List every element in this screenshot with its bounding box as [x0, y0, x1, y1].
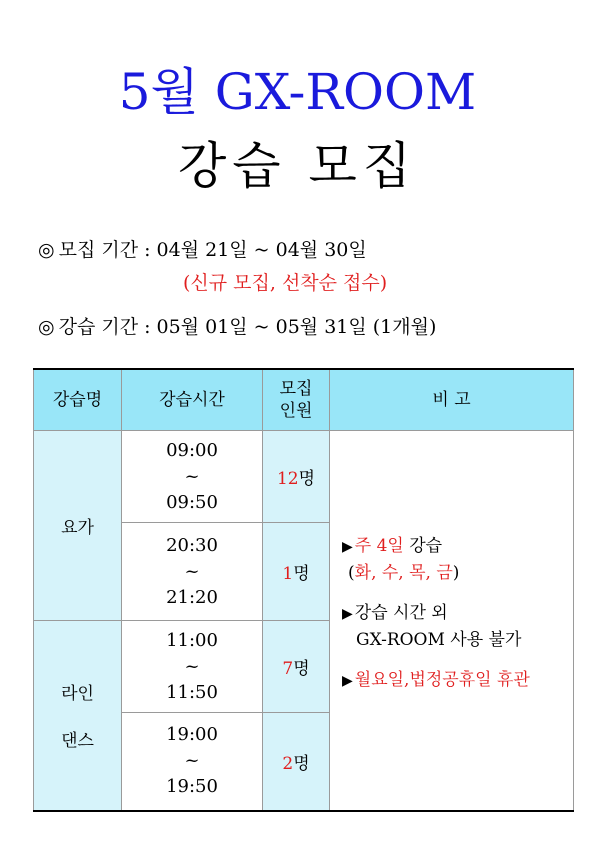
- session-capacity: 12명: [263, 431, 330, 523]
- triangle-right-icon: ▶: [342, 538, 353, 555]
- remark-schedule: ▶ 주 4일 강습 (화, 수, 목, 금): [342, 535, 460, 583]
- header-class-name: 강습명: [34, 369, 122, 431]
- title-line-1: 5월 GX-ROOM: [118, 63, 477, 121]
- triangle-right-icon: ▶: [342, 605, 353, 622]
- remark-closed: ▶ 월요일,법정공휴일 휴관: [342, 669, 530, 690]
- class-period: [38, 315, 436, 339]
- title-line-2: 강습 모집: [177, 137, 418, 195]
- session-capacity: 7명: [263, 621, 330, 713]
- session-time: 11:00 ~ 11:50: [122, 621, 263, 713]
- class-name-yoga: 요가: [34, 431, 122, 621]
- recruit-note: (신규 모집, 선착순 접수): [183, 272, 388, 294]
- header-capacity: 모집 인원: [263, 369, 330, 431]
- class-period-label: 강습 기간 : 05월 01일 ~ 05월 31일 (1개월): [58, 316, 437, 338]
- header-remarks: 비 고: [330, 369, 574, 431]
- recruit-period: [38, 238, 367, 262]
- header-class-time: 강습시간: [122, 369, 263, 431]
- session-capacity: 1명: [263, 523, 330, 621]
- table-header-row: [34, 369, 574, 431]
- schedule-table: [33, 368, 574, 812]
- session-time: 19:00 ~ 19:50: [122, 713, 263, 811]
- class-name-line-dance: 라인 댄스: [34, 621, 122, 811]
- session-capacity: 2명: [263, 713, 330, 811]
- session-time: 20:30 ~ 21:20: [122, 523, 263, 621]
- session-time: 09:00 ~ 09:50: [122, 431, 263, 523]
- triangle-right-icon: ▶: [342, 672, 353, 689]
- remark-usage: ▶ 강습 시간 외 GX-ROOM 사용 불가: [342, 602, 522, 650]
- remarks-cell: [330, 431, 574, 811]
- recruit-period-label: 모집 기간 : 04월 21일 ~ 04월 30일: [58, 239, 367, 261]
- table-row: [34, 431, 574, 523]
- double-circle-icon: ◎: [38, 239, 55, 261]
- double-circle-icon: ◎: [38, 316, 55, 338]
